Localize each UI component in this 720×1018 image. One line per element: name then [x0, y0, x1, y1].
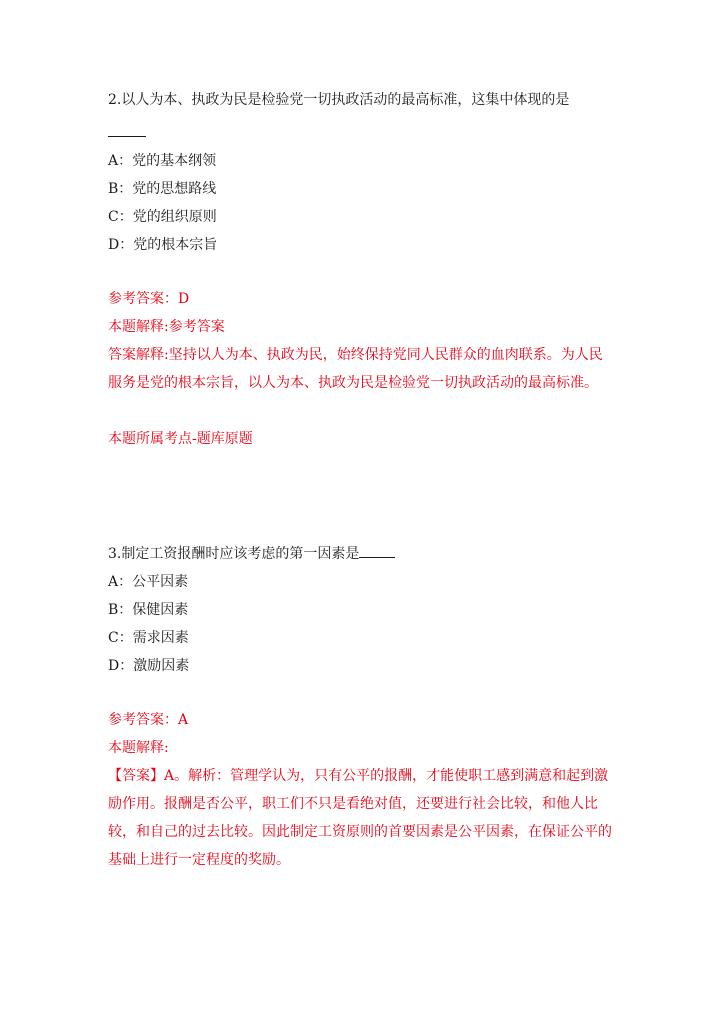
answer-section [108, 285, 612, 397]
option-a: A：公平因素 [108, 574, 189, 590]
option-d: D：激励因素 [108, 658, 190, 674]
explanation-text: 答案解释:坚持以人为本、执政为民，始终保持党同人民群众的血肉联系。为人民服务是党的根本宗旨，以人为本、执政为民是检验党一切执政活动的最高标准。 [108, 347, 603, 391]
option-c: C：党的组织原则 [108, 209, 217, 225]
question-stem [108, 540, 612, 568]
answer-section [108, 706, 612, 874]
question-2 [108, 86, 612, 453]
reference-answer: 参考答案：D [108, 291, 190, 307]
explanation-label: 本题解释:参考答案 [108, 319, 225, 335]
option-a: A：党的基本纲领 [108, 153, 217, 169]
option-b: B：党的思想路线 [108, 181, 217, 197]
reference-answer: 参考答案：A [108, 712, 189, 728]
explanation-text: 【答案】A。解析：管理学认为，只有公平的报酬，才能使职工感到满意和起到激励作用。报酬是否公平，职工们不只是看绝对值，还要进行社会比较，和他人比较，和自己的过去比较。因此制定工资原则的首要因素是公平因素，在保证公平的基础上进行一定程度的奖励。 [108, 768, 612, 868]
question-stem-text: 3.制定工资报酬时应该考虑的第一因素是 [108, 546, 360, 562]
question-source: 本题所属考点-题库原题 [108, 431, 253, 447]
answer-blank [359, 543, 395, 558]
answer-blank [108, 118, 146, 137]
explanation-label: 本题解释: [108, 740, 169, 756]
option-b: B：保健因素 [108, 602, 189, 618]
question-stem: 2.以人为本、执政为民是检验党一切执政活动的最高标准，这集中体现的是 [108, 92, 570, 108]
option-d: D：党的根本宗旨 [108, 237, 218, 253]
source-section [108, 425, 612, 453]
option-c: C：需求因素 [108, 630, 189, 646]
question-3 [108, 540, 612, 874]
